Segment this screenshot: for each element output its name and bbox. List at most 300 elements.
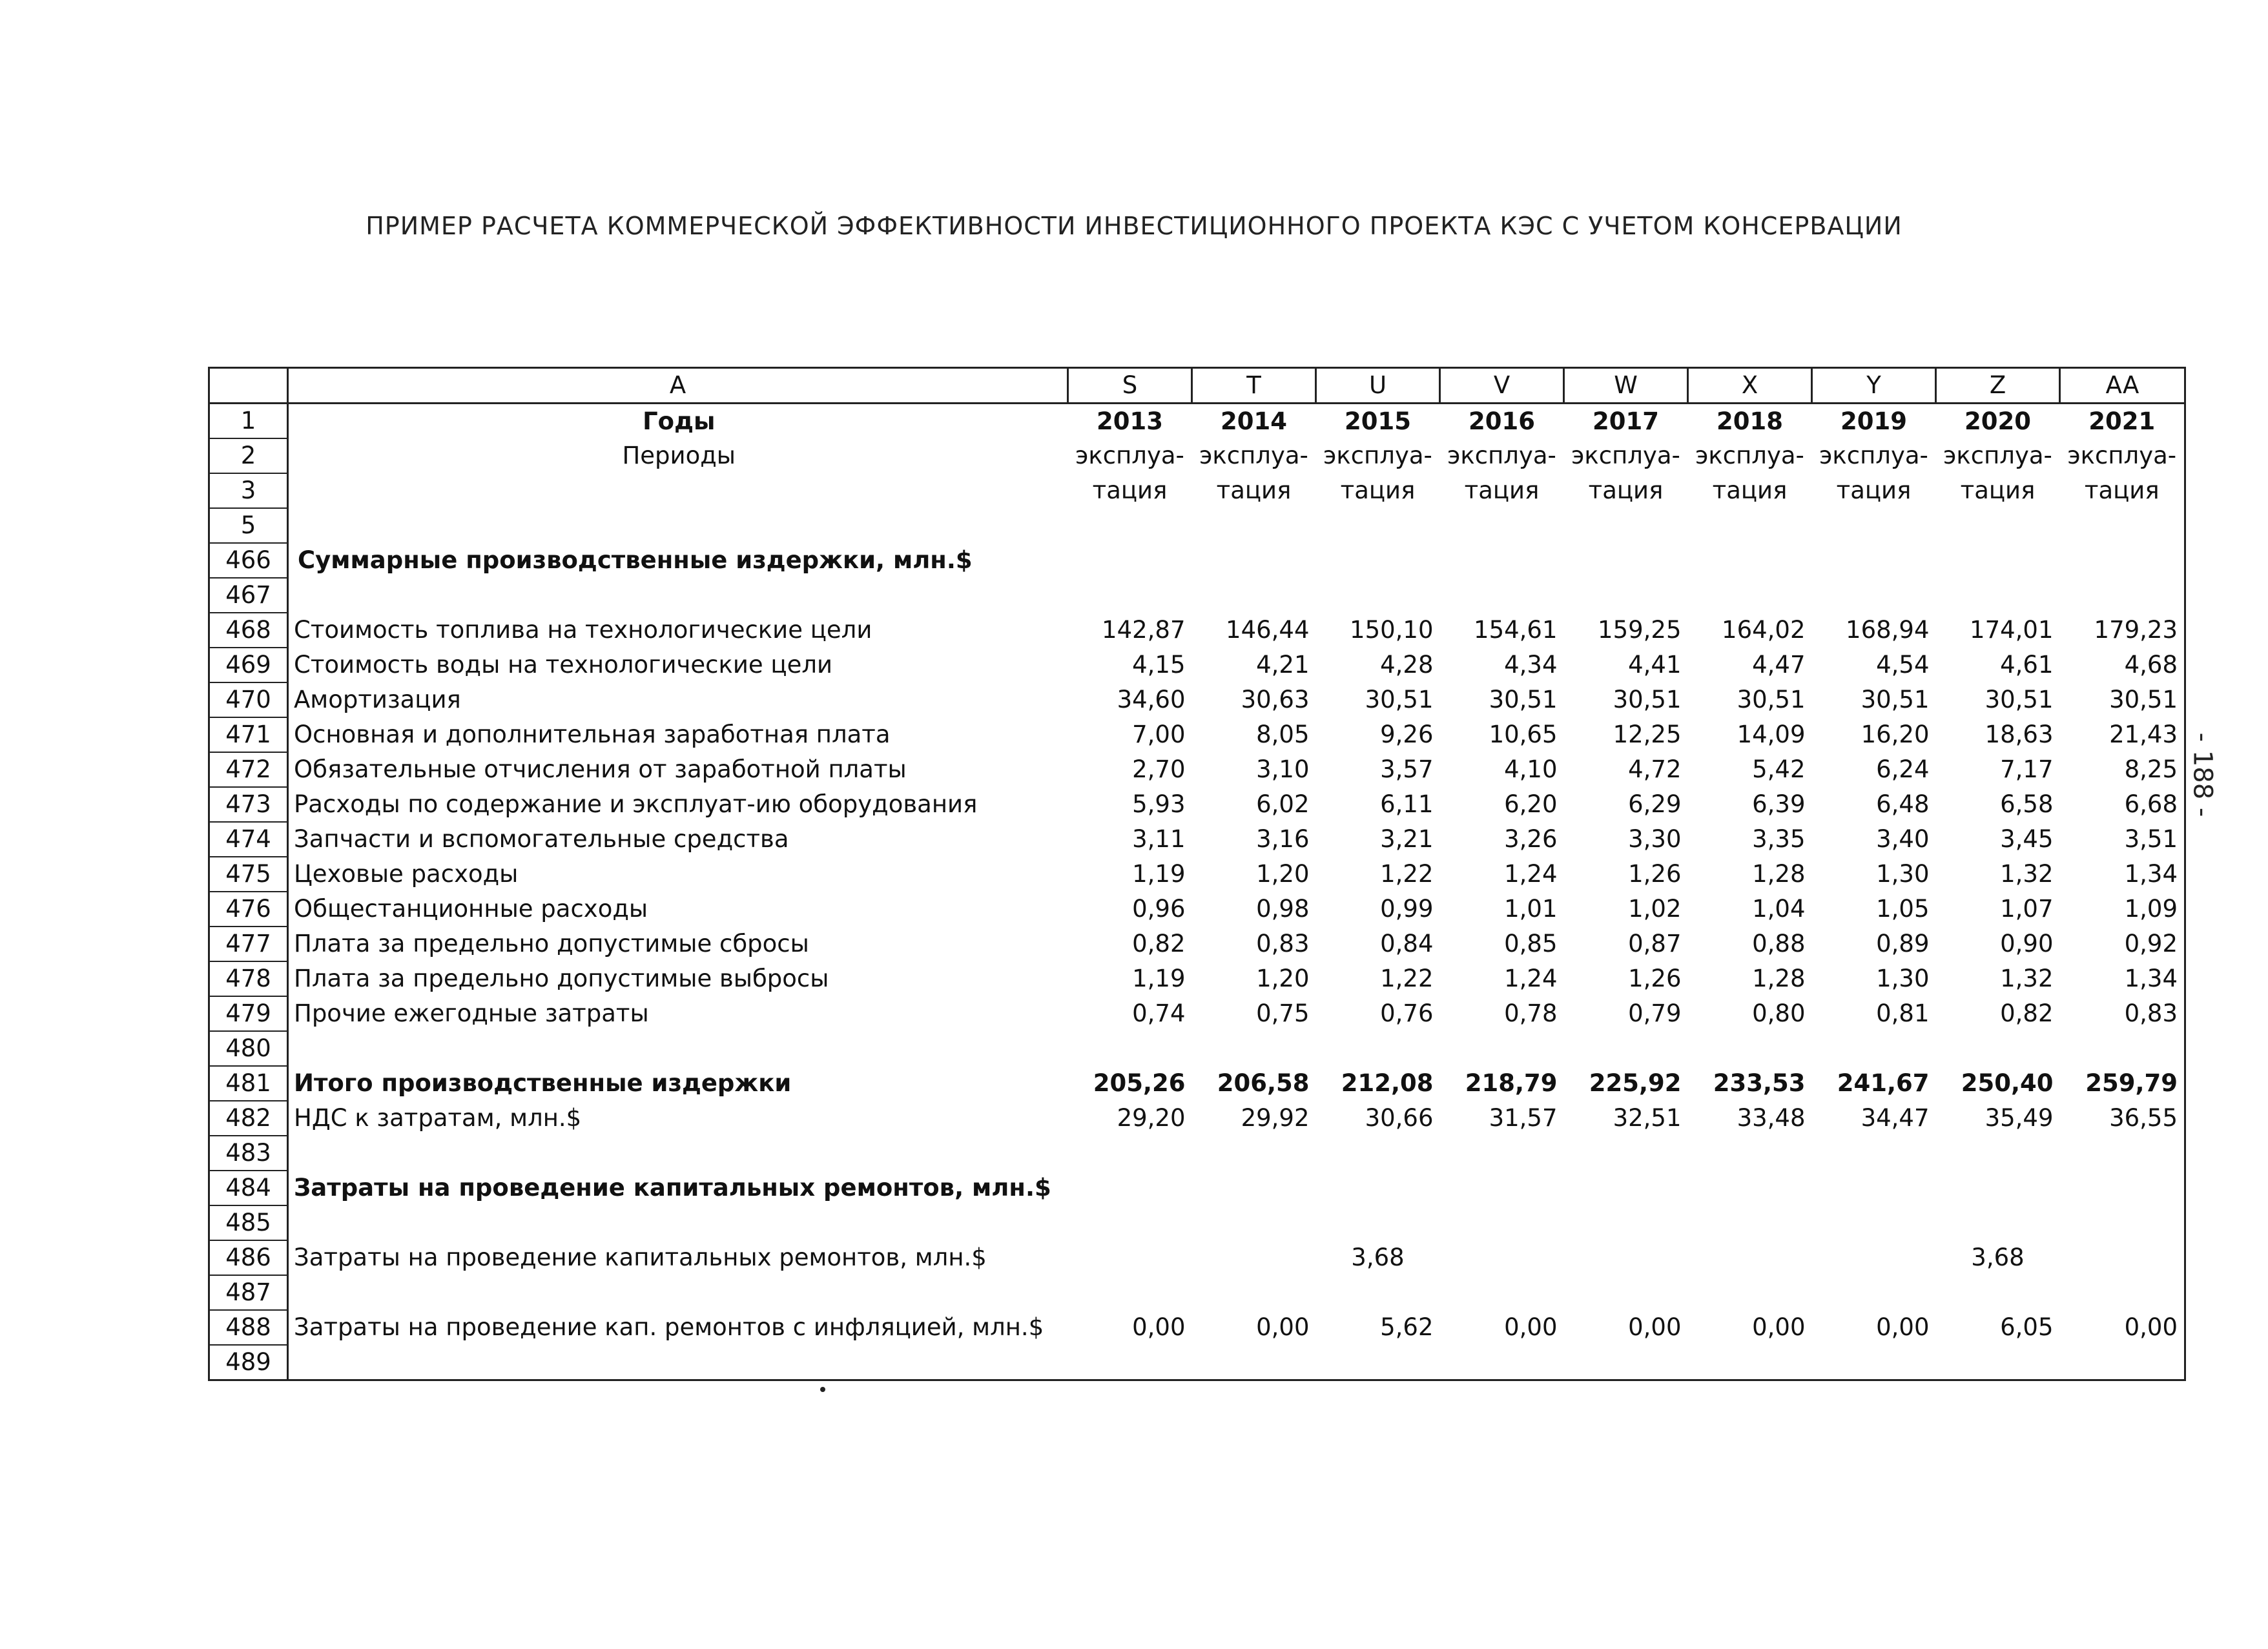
value-cell [1440, 1345, 1564, 1380]
page-title: ПРИМЕР РАСЧЕТА КОММЕРЧЕСКОЙ ЭФФЕКТИВНОСТИ ИНВЕСТИЦИОННОГО ПРОЕКТА КЭС С УЧЕТОМ КОНСЕРВАЦИИ [366, 212, 1902, 240]
row-label: Итого производственные издержки [288, 1066, 1068, 1101]
value-cell: 4,61 [2000, 651, 2054, 679]
value-cell: 164,02 [1722, 616, 1806, 644]
value-cell: 1,30 [1876, 965, 1930, 992]
row-label: Стоимость воды на технологические цели [288, 648, 1068, 682]
value-cell: 1,19 [1132, 860, 1186, 888]
value-cell [2060, 1171, 2185, 1205]
value-cell: 29,92 [1241, 1104, 1310, 1132]
column-letter: V [1440, 368, 1564, 404]
years-row [209, 404, 2185, 439]
page-number-text: - 188 - [2187, 732, 2217, 817]
value-cell: 6,39 [1752, 790, 1806, 818]
row-number: 3 [209, 473, 288, 508]
value-cell: 1,20 [1256, 860, 1310, 888]
value-cell [1812, 578, 1936, 613]
value-cell [1812, 1171, 1936, 1205]
value-cell: 7,00 [1132, 721, 1186, 748]
row-label [288, 508, 1068, 543]
row-label: Годы [288, 404, 1068, 439]
value-cell: 0,83 [2060, 996, 2185, 1031]
value-cell: 4,34 [1504, 651, 1558, 679]
value-cell: 6,11 [1380, 790, 1434, 818]
column-letter: Z [1936, 368, 2060, 404]
value-cell [1812, 543, 1936, 578]
value-cell: 0,89 [1876, 930, 1930, 958]
value-cell: 6,24 [1876, 755, 1930, 783]
value-cell [1440, 1275, 1564, 1310]
value-cell: 0,90 [2000, 930, 2054, 958]
data-row [209, 648, 2185, 682]
value-cell: 30,51 [1861, 686, 1930, 713]
value-cell: 0,84 [1380, 930, 1434, 958]
repairs-inflation-row [209, 1310, 2185, 1345]
data-row [209, 822, 2185, 857]
value-cell [2060, 1240, 2185, 1275]
blank-row [209, 1031, 2185, 1066]
value-cell: 30,51 [1737, 686, 1806, 713]
value-cell [1936, 543, 2060, 578]
row-label: Периоды [288, 438, 1068, 473]
value-cell [1440, 1031, 1564, 1066]
value-cell: 18,63 [1984, 721, 2054, 748]
value-cell: 32,51 [1613, 1104, 1682, 1132]
value-cell: 1,04 [1752, 895, 1806, 923]
value-cell [1564, 1275, 1688, 1310]
value-cell [1936, 1136, 2060, 1171]
value-cell [2060, 1136, 2185, 1171]
row-number: 2 [209, 438, 288, 473]
value-cell: 1,24 [1504, 965, 1558, 992]
value-cell: 3,45 [2000, 825, 2054, 853]
value-cell [1564, 508, 1688, 543]
value-cell: 0,85 [1504, 930, 1558, 958]
row-label: Стоимость топлива на технологические цели [288, 613, 1068, 648]
value-cell [1936, 1171, 2060, 1205]
value-cell: 31,57 [1489, 1104, 1558, 1132]
blank-row [209, 508, 2185, 543]
value-cell [1440, 578, 1564, 613]
data-row [209, 961, 2185, 996]
value-cell [1440, 1136, 1564, 1171]
value-cell: 6,68 [2060, 787, 2185, 822]
value-cell [1936, 1031, 2060, 1066]
value-cell: 3,51 [2060, 822, 2185, 857]
value-cell [1812, 1240, 1936, 1275]
value-cell: 2014 [1221, 407, 1287, 435]
value-cell: 10,65 [1489, 721, 1558, 748]
value-cell: 0,92 [2060, 927, 2185, 961]
value-cell [1192, 1136, 1316, 1171]
value-cell: 29,20 [1117, 1104, 1186, 1132]
value-cell: 0,00 [1628, 1313, 1682, 1341]
blank-row [209, 1345, 2185, 1380]
data-row [209, 752, 2185, 787]
value-cell [1812, 1345, 1936, 1380]
row-number: 466 [209, 543, 288, 578]
value-cell: 218,79 [1465, 1069, 1558, 1097]
value-cell: 1,28 [1752, 965, 1806, 992]
value-cell [1068, 1031, 1192, 1066]
value-cell: 3,16 [1256, 825, 1310, 853]
value-cell: 142,87 [1102, 616, 1186, 644]
row-label [288, 473, 1068, 508]
periods-row [209, 438, 2185, 473]
value-cell [1936, 508, 2060, 543]
value-cell [1316, 1171, 1440, 1205]
value-cell [2060, 1205, 2185, 1240]
value-cell: 0,88 [1752, 930, 1806, 958]
value-cell: 4,68 [2060, 648, 2185, 682]
value-cell: эксплуа- [2060, 438, 2185, 473]
row-number: 467 [209, 578, 288, 613]
page-number [2183, 723, 2222, 826]
row-number: 484 [209, 1171, 288, 1205]
value-cell: 174,01 [1970, 616, 2054, 644]
stray-dot [820, 1387, 825, 1392]
value-cell: тация [1464, 476, 1540, 504]
value-cell: 0,76 [1380, 999, 1434, 1027]
row-number: 485 [209, 1205, 288, 1240]
value-cell [1564, 1171, 1688, 1205]
value-cell: эксплуа- [1323, 442, 1432, 469]
row-number: 471 [209, 717, 288, 752]
value-cell [1688, 1240, 1812, 1275]
row-label [288, 1205, 1068, 1240]
value-cell: 2020 [1964, 407, 2031, 435]
value-cell: 0,00 [1256, 1313, 1310, 1341]
value-cell: эксплуа- [1819, 442, 1928, 469]
value-cell: 7,17 [2000, 755, 2054, 783]
value-cell: 4,10 [1504, 755, 1558, 783]
value-cell: 6,05 [2000, 1313, 2054, 1341]
value-cell [1564, 1136, 1688, 1171]
value-cell: 168,94 [1846, 616, 1930, 644]
data-row [209, 857, 2185, 892]
value-cell: 1,09 [2060, 892, 2185, 927]
value-cell: 30,51 [2060, 682, 2185, 717]
value-cell [1440, 1205, 1564, 1240]
row-label: НДС к затратам, млн.$ [288, 1101, 1068, 1136]
value-cell: 0,83 [1256, 930, 1310, 958]
value-cell: эксплуа- [1943, 442, 2052, 469]
row-label: Расходы по содержание и эксплуат-ию оборудования [288, 787, 1068, 822]
value-cell: тация [1588, 476, 1664, 504]
value-cell [1192, 1171, 1316, 1205]
value-cell [1316, 543, 1440, 578]
value-cell: 14,09 [1737, 721, 1806, 748]
value-cell: тация [1216, 476, 1292, 504]
value-cell: 4,54 [1876, 651, 1930, 679]
value-cell: 150,10 [1350, 616, 1434, 644]
value-cell [1688, 1205, 1812, 1240]
vat-row [209, 1101, 2185, 1136]
row-number: 481 [209, 1066, 288, 1101]
data-row [209, 996, 2185, 1031]
value-cell [1936, 1205, 2060, 1240]
value-cell: 4,72 [1628, 755, 1682, 783]
value-cell [1564, 1240, 1688, 1275]
value-cell: 3,11 [1132, 825, 1186, 853]
row-number: 479 [209, 996, 288, 1031]
value-cell [2060, 1275, 2185, 1310]
value-cell [1068, 1205, 1192, 1240]
value-cell: эксплуа- [1199, 442, 1308, 469]
value-cell: 0,00 [1132, 1313, 1186, 1341]
value-cell [1688, 578, 1812, 613]
row-number: 482 [209, 1101, 288, 1136]
value-cell [2060, 508, 2185, 543]
row-label: Прочие ежегодные затраты [288, 996, 1068, 1031]
value-cell: 206,58 [1217, 1069, 1310, 1097]
value-cell [1068, 1136, 1192, 1171]
value-cell: 1,24 [1504, 860, 1558, 888]
value-cell [2060, 578, 2185, 613]
value-cell [1688, 1136, 1812, 1171]
value-cell: 0,99 [1380, 895, 1434, 923]
row-number: 476 [209, 892, 288, 927]
value-cell [1316, 578, 1440, 613]
value-cell: эксплуа- [1075, 442, 1184, 469]
value-cell [1192, 543, 1316, 578]
value-cell: 3,26 [1504, 825, 1558, 853]
value-cell [2060, 543, 2185, 578]
value-cell: 1,20 [1256, 965, 1310, 992]
value-cell: 0,87 [1628, 930, 1682, 958]
value-cell: 3,68 [1971, 1244, 2025, 1271]
value-cell: 6,48 [1876, 790, 1930, 818]
value-cell: 5,42 [1752, 755, 1806, 783]
value-cell [1192, 1275, 1316, 1310]
value-cell: 0,74 [1132, 999, 1186, 1027]
value-cell: 233,53 [1713, 1069, 1806, 1097]
value-cell: 0,00 [1504, 1313, 1558, 1341]
value-cell: 30,66 [1365, 1104, 1434, 1132]
value-cell [1564, 543, 1688, 578]
value-cell [1068, 1275, 1192, 1310]
value-cell [1192, 578, 1316, 613]
data-row [209, 787, 2185, 822]
value-cell [1688, 1345, 1812, 1380]
row-label [288, 1345, 1068, 1380]
value-cell [1192, 1031, 1316, 1066]
value-cell [1812, 1031, 1936, 1066]
value-cell: эксплуа- [1571, 442, 1680, 469]
row-label: Затраты на проведение капитальных ремонтов, млн.$ [288, 1171, 1068, 1205]
value-cell: 1,32 [2000, 860, 2054, 888]
value-cell: 33,48 [1737, 1104, 1806, 1132]
row-number: 486 [209, 1240, 288, 1275]
value-cell: 0,82 [2000, 999, 2054, 1027]
column-letter: U [1316, 368, 1440, 404]
value-cell [1440, 543, 1564, 578]
row-label: Амортизация [288, 682, 1068, 717]
column-letter: Y [1812, 368, 1936, 404]
data-row [209, 717, 2185, 752]
value-cell: 34,47 [1861, 1104, 1930, 1132]
row-number: 470 [209, 682, 288, 717]
value-cell: 3,35 [1752, 825, 1806, 853]
value-cell: 0,79 [1628, 999, 1682, 1027]
value-cell [1564, 1345, 1688, 1380]
column-letter-label: A [288, 368, 1068, 404]
value-cell: 0,96 [1132, 895, 1186, 923]
value-cell: 1,32 [2000, 965, 2054, 992]
value-cell: 30,63 [1241, 686, 1310, 713]
column-letter: X [1688, 368, 1812, 404]
value-cell: 179,23 [2060, 613, 2185, 648]
value-cell: 1,07 [2000, 895, 2054, 923]
column-letter: S [1068, 368, 1192, 404]
value-cell: 0,00 [1752, 1313, 1806, 1341]
value-cell: 154,61 [1474, 616, 1558, 644]
value-cell: 3,30 [1628, 825, 1682, 853]
value-cell: тация [1340, 476, 1416, 504]
value-cell: 34,60 [1117, 686, 1186, 713]
row-number: 5 [209, 508, 288, 543]
value-cell: 36,55 [2060, 1101, 2185, 1136]
row-number: 487 [209, 1275, 288, 1310]
value-cell [1812, 508, 1936, 543]
column-letter: W [1564, 368, 1688, 404]
value-cell: 12,25 [1613, 721, 1682, 748]
value-cell [1564, 1205, 1688, 1240]
value-cell: 1,19 [1132, 965, 1186, 992]
row-label: Общестанционные расходы [288, 892, 1068, 927]
column-header-row [209, 368, 2185, 404]
value-cell: 1,30 [1876, 860, 1930, 888]
blank-row [209, 1205, 2185, 1240]
value-cell: 2021 [2060, 404, 2185, 439]
value-cell: 21,43 [2060, 717, 2185, 752]
value-cell: 0,75 [1256, 999, 1310, 1027]
value-cell [1068, 578, 1192, 613]
row-label: Обязательные отчисления от заработной платы [288, 752, 1068, 787]
value-cell: 0,81 [1876, 999, 1930, 1027]
value-cell [1316, 1345, 1440, 1380]
value-cell [1440, 508, 1564, 543]
value-cell: 0,00 [2060, 1310, 2185, 1345]
value-cell: 4,15 [1132, 651, 1186, 679]
row-number: 483 [209, 1136, 288, 1171]
row-number: 475 [209, 857, 288, 892]
row-number: 468 [209, 613, 288, 648]
section-heading-row [209, 1171, 2185, 1205]
value-cell [2060, 1031, 2185, 1066]
value-cell: тация [1712, 476, 1788, 504]
value-cell [1812, 1275, 1936, 1310]
row-label [288, 1275, 1068, 1310]
row-number: 488 [209, 1310, 288, 1345]
data-row [209, 927, 2185, 961]
value-cell [1192, 508, 1316, 543]
value-cell: 205,26 [1093, 1069, 1186, 1097]
corner-cell [209, 368, 288, 404]
value-cell: 1,34 [2060, 857, 2185, 892]
value-cell: 6,58 [2000, 790, 2054, 818]
value-cell [1192, 1240, 1316, 1275]
value-cell: 3,40 [1876, 825, 1930, 853]
value-cell [1068, 1345, 1192, 1380]
value-cell: 159,25 [1598, 616, 1682, 644]
value-cell: 2016 [1469, 407, 1535, 435]
value-cell: 6,20 [1504, 790, 1558, 818]
data-row [209, 892, 2185, 927]
blank-row [209, 578, 2185, 613]
value-cell: 4,21 [1256, 651, 1310, 679]
row-number: 1 [209, 404, 288, 439]
row-label [288, 1031, 1068, 1066]
value-cell [1688, 543, 1812, 578]
blank-row [209, 1275, 2185, 1310]
repairs-row [209, 1240, 2185, 1275]
row-label: Запчасти и вспомогательные средства [288, 822, 1068, 857]
value-cell [1192, 1205, 1316, 1240]
value-cell: 5,62 [1380, 1313, 1434, 1341]
value-cell: 2017 [1593, 407, 1659, 435]
value-cell [1564, 578, 1688, 613]
total-row [209, 1066, 2185, 1101]
value-cell: 0,78 [1504, 999, 1558, 1027]
value-cell: тация [1092, 476, 1168, 504]
value-cell: 3,10 [1256, 755, 1310, 783]
value-cell [1316, 1031, 1440, 1066]
value-cell: 1,22 [1380, 965, 1434, 992]
value-cell: 2015 [1345, 407, 1411, 435]
value-cell: 0,80 [1752, 999, 1806, 1027]
row-label: Плата за предельно допустимые сбросы [288, 927, 1068, 961]
value-cell [2060, 1345, 2185, 1380]
value-cell: 30,51 [1489, 686, 1558, 713]
row-label: Суммарные производственные издержки, млн.$ [288, 543, 1068, 578]
value-cell: 2,70 [1132, 755, 1186, 783]
value-cell: 250,40 [1961, 1069, 2054, 1097]
value-cell [1316, 1205, 1440, 1240]
value-cell [1316, 1136, 1440, 1171]
row-number: 474 [209, 822, 288, 857]
value-cell: 1,01 [1504, 895, 1558, 923]
value-cell: 0,98 [1256, 895, 1310, 923]
value-cell: 8,25 [2060, 752, 2185, 787]
value-cell: эксплуа- [1695, 442, 1804, 469]
value-cell: тация [1960, 476, 2036, 504]
value-cell: 6,02 [1256, 790, 1310, 818]
value-cell: 2013 [1097, 407, 1163, 435]
value-cell: тация [1836, 476, 1912, 504]
row-number: 480 [209, 1031, 288, 1066]
value-cell [1936, 578, 2060, 613]
row-number: 473 [209, 787, 288, 822]
value-cell [1688, 1275, 1812, 1310]
value-cell [1812, 1136, 1936, 1171]
column-letter: AA [2060, 368, 2185, 404]
value-cell: 225,92 [1589, 1069, 1682, 1097]
spreadsheet-table [208, 367, 2186, 1381]
value-cell [1440, 1240, 1564, 1275]
value-cell: 2018 [1716, 407, 1783, 435]
value-cell: 1,22 [1380, 860, 1434, 888]
value-cell [1316, 1275, 1440, 1310]
value-cell [1688, 1031, 1812, 1066]
row-label: Основная и дополнительная заработная плата [288, 717, 1068, 752]
column-letter: T [1192, 368, 1316, 404]
value-cell: 1,28 [1752, 860, 1806, 888]
value-cell [1316, 508, 1440, 543]
value-cell: 16,20 [1861, 721, 1930, 748]
value-cell [1068, 543, 1192, 578]
value-cell [1068, 1171, 1192, 1205]
value-cell [1688, 508, 1812, 543]
